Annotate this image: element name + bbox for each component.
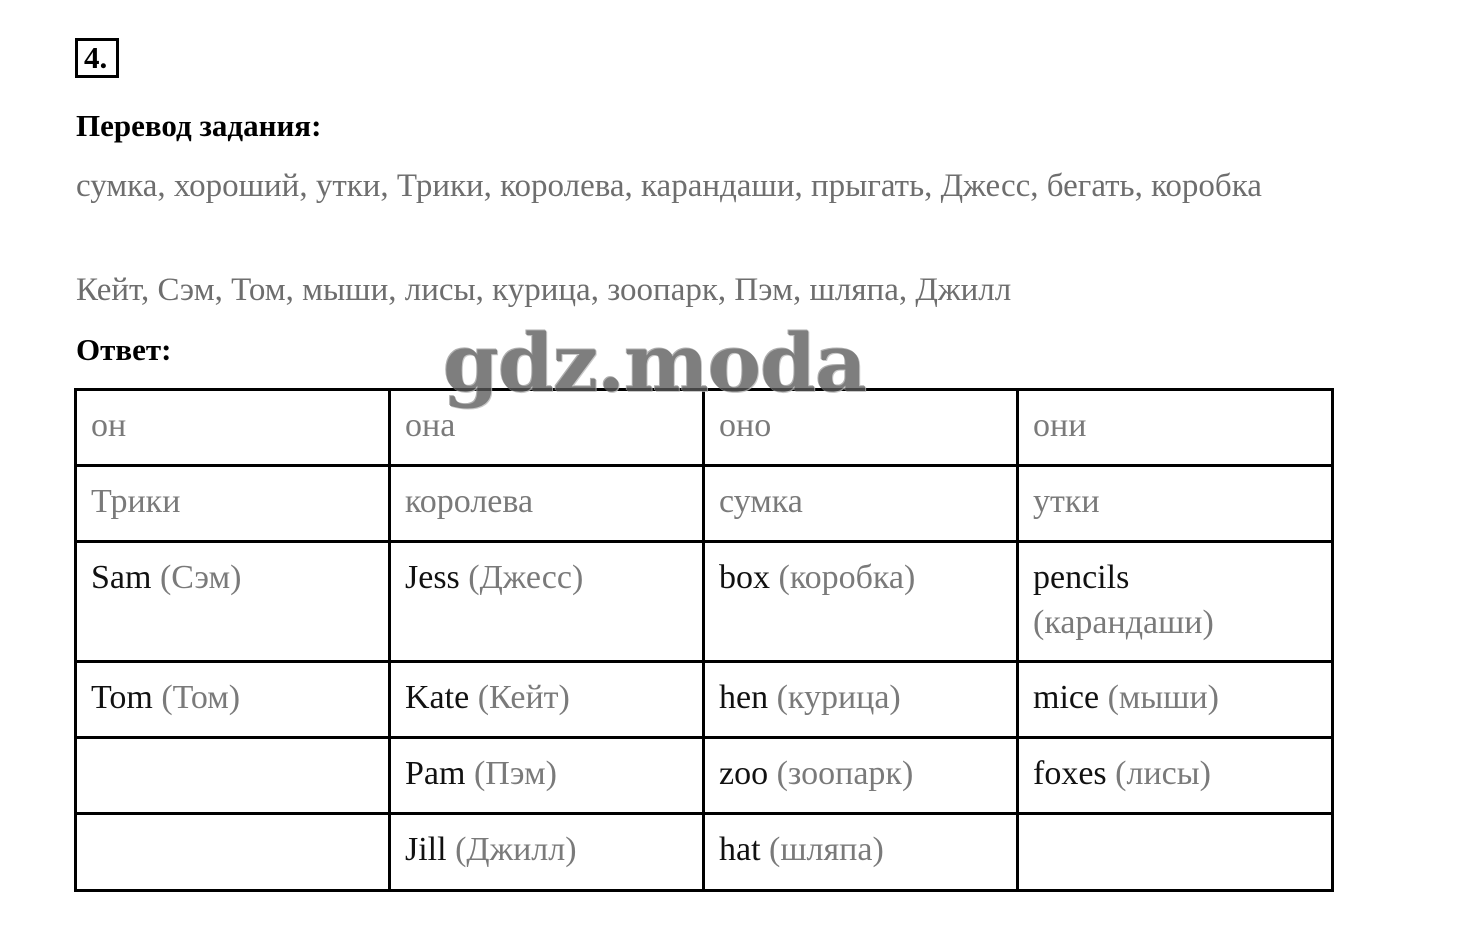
table-row bbox=[76, 814, 1333, 891]
table-cell bbox=[76, 738, 390, 814]
word-ru: (карандаши) bbox=[1033, 604, 1214, 641]
word-en: mice bbox=[1033, 679, 1100, 716]
table-cell bbox=[704, 542, 1018, 662]
word-ru: (Джилл) bbox=[455, 831, 577, 868]
word-en: Pam bbox=[405, 755, 466, 792]
word-ru: (Пэм) bbox=[473, 755, 557, 792]
word-en: Jess bbox=[405, 559, 460, 596]
watermark-logo: gdz.moda bbox=[443, 316, 866, 410]
table-cell bbox=[390, 662, 704, 738]
table-cell bbox=[1018, 814, 1333, 891]
word-en: Kate bbox=[405, 679, 470, 716]
word-ru: (шляпа) bbox=[769, 831, 884, 868]
word-ru: (мыши) bbox=[1107, 679, 1219, 716]
table-cell: королева bbox=[390, 466, 704, 542]
table-cell bbox=[76, 814, 390, 891]
word-en: pencils bbox=[1033, 559, 1130, 596]
word-en: box bbox=[719, 559, 770, 596]
word-ru: (Сэм) bbox=[159, 559, 242, 596]
table-cell bbox=[704, 814, 1018, 891]
translation-line-1: сумка, хороший, утки, Трики, королева, карандаши, прыгать, Джесс, бегать, коробка bbox=[76, 168, 1262, 204]
table-row bbox=[76, 662, 1333, 738]
table-cell bbox=[1018, 542, 1333, 662]
table-cell bbox=[390, 542, 704, 662]
word-ru: (лисы) bbox=[1115, 755, 1211, 792]
table-cell bbox=[76, 662, 390, 738]
task-number: 4. bbox=[75, 38, 119, 78]
table-row-examples bbox=[76, 466, 1333, 542]
word-ru: (Джесс) bbox=[468, 559, 584, 596]
table-cell: утки bbox=[1018, 466, 1333, 542]
table-cell bbox=[1018, 738, 1333, 814]
answer-heading: Ответ: bbox=[76, 332, 172, 367]
word-en: Jill bbox=[405, 831, 447, 868]
answer-table bbox=[74, 388, 1334, 892]
table-row bbox=[76, 738, 1333, 814]
table-cell bbox=[1018, 662, 1333, 738]
header-it: оно bbox=[704, 390, 1018, 466]
translation-line-2: Кейт, Сэм, Том, мыши, лисы, курица, зоопарк, Пэм, шляпа, Джилл bbox=[76, 272, 1012, 308]
word-ru: (зоопарк) bbox=[776, 755, 914, 792]
table-cell bbox=[704, 662, 1018, 738]
word-en: foxes bbox=[1033, 755, 1107, 792]
word-en: hen bbox=[719, 679, 769, 716]
header-they: они bbox=[1018, 390, 1333, 466]
table-cell bbox=[390, 738, 704, 814]
header-she: она bbox=[390, 390, 704, 466]
word-en: hat bbox=[719, 831, 761, 868]
word-ru: (Кейт) bbox=[477, 679, 570, 716]
word-ru: (Том) bbox=[161, 679, 241, 716]
word-en: zoo bbox=[719, 755, 769, 792]
table-cell bbox=[390, 814, 704, 891]
table-cell bbox=[76, 542, 390, 662]
word-ru: (коробка) bbox=[778, 559, 916, 596]
table-cell bbox=[704, 738, 1018, 814]
table-cell: Трики bbox=[76, 466, 390, 542]
table-row bbox=[76, 542, 1333, 662]
table-cell: сумка bbox=[704, 466, 1018, 542]
word-en: Tom bbox=[91, 679, 153, 716]
word-en: Sam bbox=[91, 559, 152, 596]
word-ru: (курица) bbox=[776, 679, 901, 716]
translation-heading: Перевод задания: bbox=[76, 108, 322, 143]
header-he: он bbox=[76, 390, 390, 466]
